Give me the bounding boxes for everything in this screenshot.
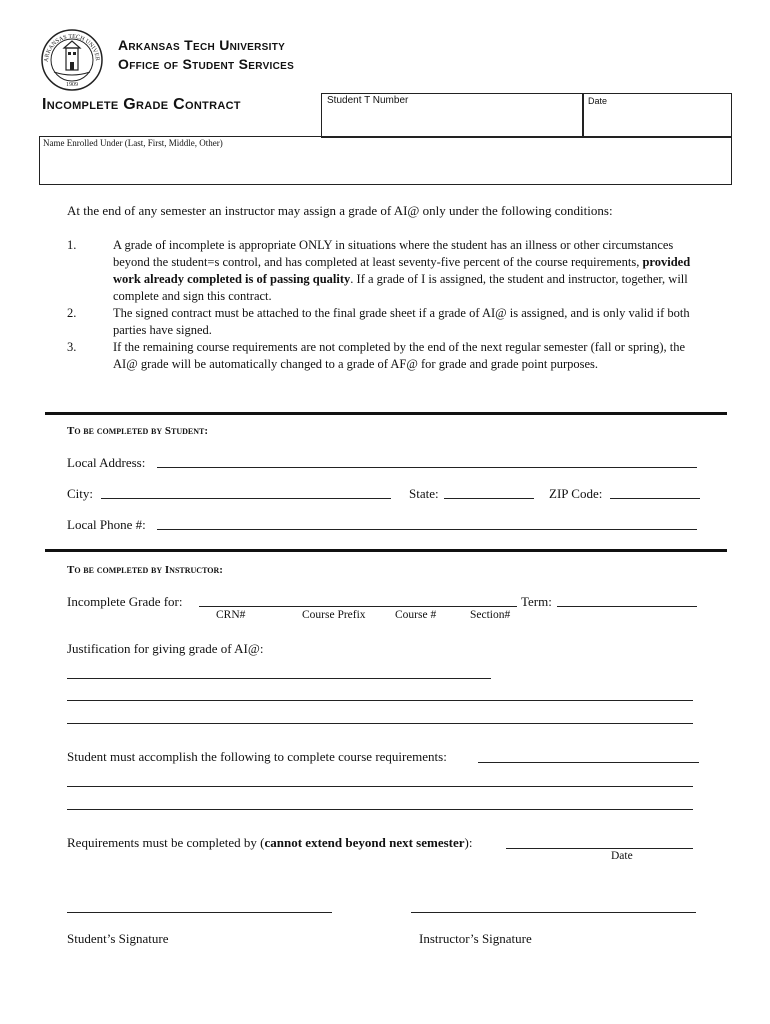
state-label: State: — [409, 486, 439, 501]
deadline-date-input[interactable] — [506, 848, 693, 849]
city-input[interactable] — [101, 498, 391, 499]
local-phone-label: Local Phone #: — [67, 517, 146, 532]
requirements-line[interactable] — [478, 762, 699, 763]
deadline-label-end: ): — [464, 835, 473, 850]
requirements-label: Student must accomplish the following to complete course requirements: — [67, 749, 447, 764]
city-label: City: — [67, 486, 94, 501]
justification-line[interactable] — [67, 723, 693, 724]
crn-caption: CRN# — [216, 609, 246, 621]
course-number-caption: Course # — [395, 609, 437, 621]
incomplete-grade-label: Incomplete Grade for: — [67, 594, 183, 609]
student-signature-label: Student’s Signature — [67, 931, 169, 946]
conditions-list — [67, 237, 709, 373]
local-address-input[interactable] — [157, 467, 697, 468]
requirements-line[interactable] — [67, 786, 693, 787]
requirements-line[interactable] — [67, 809, 693, 810]
instructor-signature-line[interactable] — [411, 912, 696, 913]
local-phone-input[interactable] — [157, 529, 697, 530]
condition-text-end: . If a grade of I is assigned, the student and instructor, together, will complete and sign this contract. — [113, 272, 688, 303]
state-input[interactable] — [444, 498, 534, 499]
name-enrolled-label: Name Enrolled Under (Last, First, Middle, Other) — [43, 138, 223, 148]
conditions-intro: At the end of any semester an instructor may assign a grade of AI@ only under the following conditions: — [67, 203, 613, 218]
justification-line[interactable] — [67, 678, 491, 679]
university-seal-logo — [40, 28, 104, 92]
term-label: Term: — [521, 594, 552, 609]
instructor-signature-label: Instructor’s Signature — [419, 931, 532, 946]
justification-line[interactable] — [67, 700, 693, 701]
justification-label: Justification for giving grade of AI@: — [67, 641, 264, 656]
course-input[interactable] — [199, 606, 517, 607]
section-divider — [45, 549, 727, 552]
condition-number: 1. — [67, 238, 77, 252]
svg-text:1909: 1909 — [66, 82, 78, 88]
zip-label: ZIP Code: — [549, 486, 603, 501]
condition-text: If the remaining course requirements are not completed by the end of the next regular semester (fall or spring), the AI@ grade will be automatically changed to a grade of AF@ for grade and grade point purposes. — [113, 340, 686, 371]
student-signature-line[interactable] — [67, 912, 332, 913]
condition-item — [67, 305, 709, 339]
condition-number: 3. — [67, 340, 77, 354]
name-enrolled-field[interactable] — [39, 136, 732, 185]
form-title: Incomplete Grade Contract — [42, 96, 241, 113]
deadline-emphasis: cannot extend beyond next semester — [264, 835, 465, 850]
condition-text: A grade of incomplete is appropriate ONLY in situations where the student has an illness or other circumstances beyond the student=s control, and has completed at least seventy-five percent of the course requirements, — [113, 238, 674, 269]
condition-text: The signed contract must be attached to the final grade sheet if a grade of AI@ is assigned, and is only valid if both parties have signed. — [113, 306, 690, 337]
office-name: Office of Student Services — [118, 56, 295, 72]
student-section-heading: To be completed by Student: — [67, 425, 209, 437]
deadline-label-text: Requirements must be completed by ( — [67, 835, 265, 850]
local-address-label: Local Address: — [67, 455, 146, 470]
date-field[interactable] — [582, 93, 732, 138]
term-input[interactable] — [557, 606, 697, 607]
university-name: Arkansas Tech University — [118, 37, 286, 53]
condition-emphasis: provided work already completed is of passing quality — [113, 255, 691, 286]
course-prefix-caption: Course Prefix — [302, 609, 366, 621]
condition-item — [67, 237, 709, 305]
deadline-label — [67, 835, 472, 851]
student-number-label: Student T Number — [327, 95, 409, 106]
date-label: Date — [588, 96, 608, 106]
svg-text:ARKANSAS TECH UNIVERSITY: ARKANSAS TECH UNIVER — [43, 33, 101, 63]
section-divider — [45, 412, 727, 415]
deadline-date-caption: Date — [611, 850, 633, 862]
condition-number: 2. — [67, 306, 77, 320]
section-number-caption: Section# — [470, 609, 511, 621]
student-number-field[interactable] — [321, 93, 584, 138]
instructor-section-heading: To be completed by Instructor: — [67, 564, 223, 576]
condition-item — [67, 339, 709, 373]
zip-input[interactable] — [610, 498, 700, 499]
